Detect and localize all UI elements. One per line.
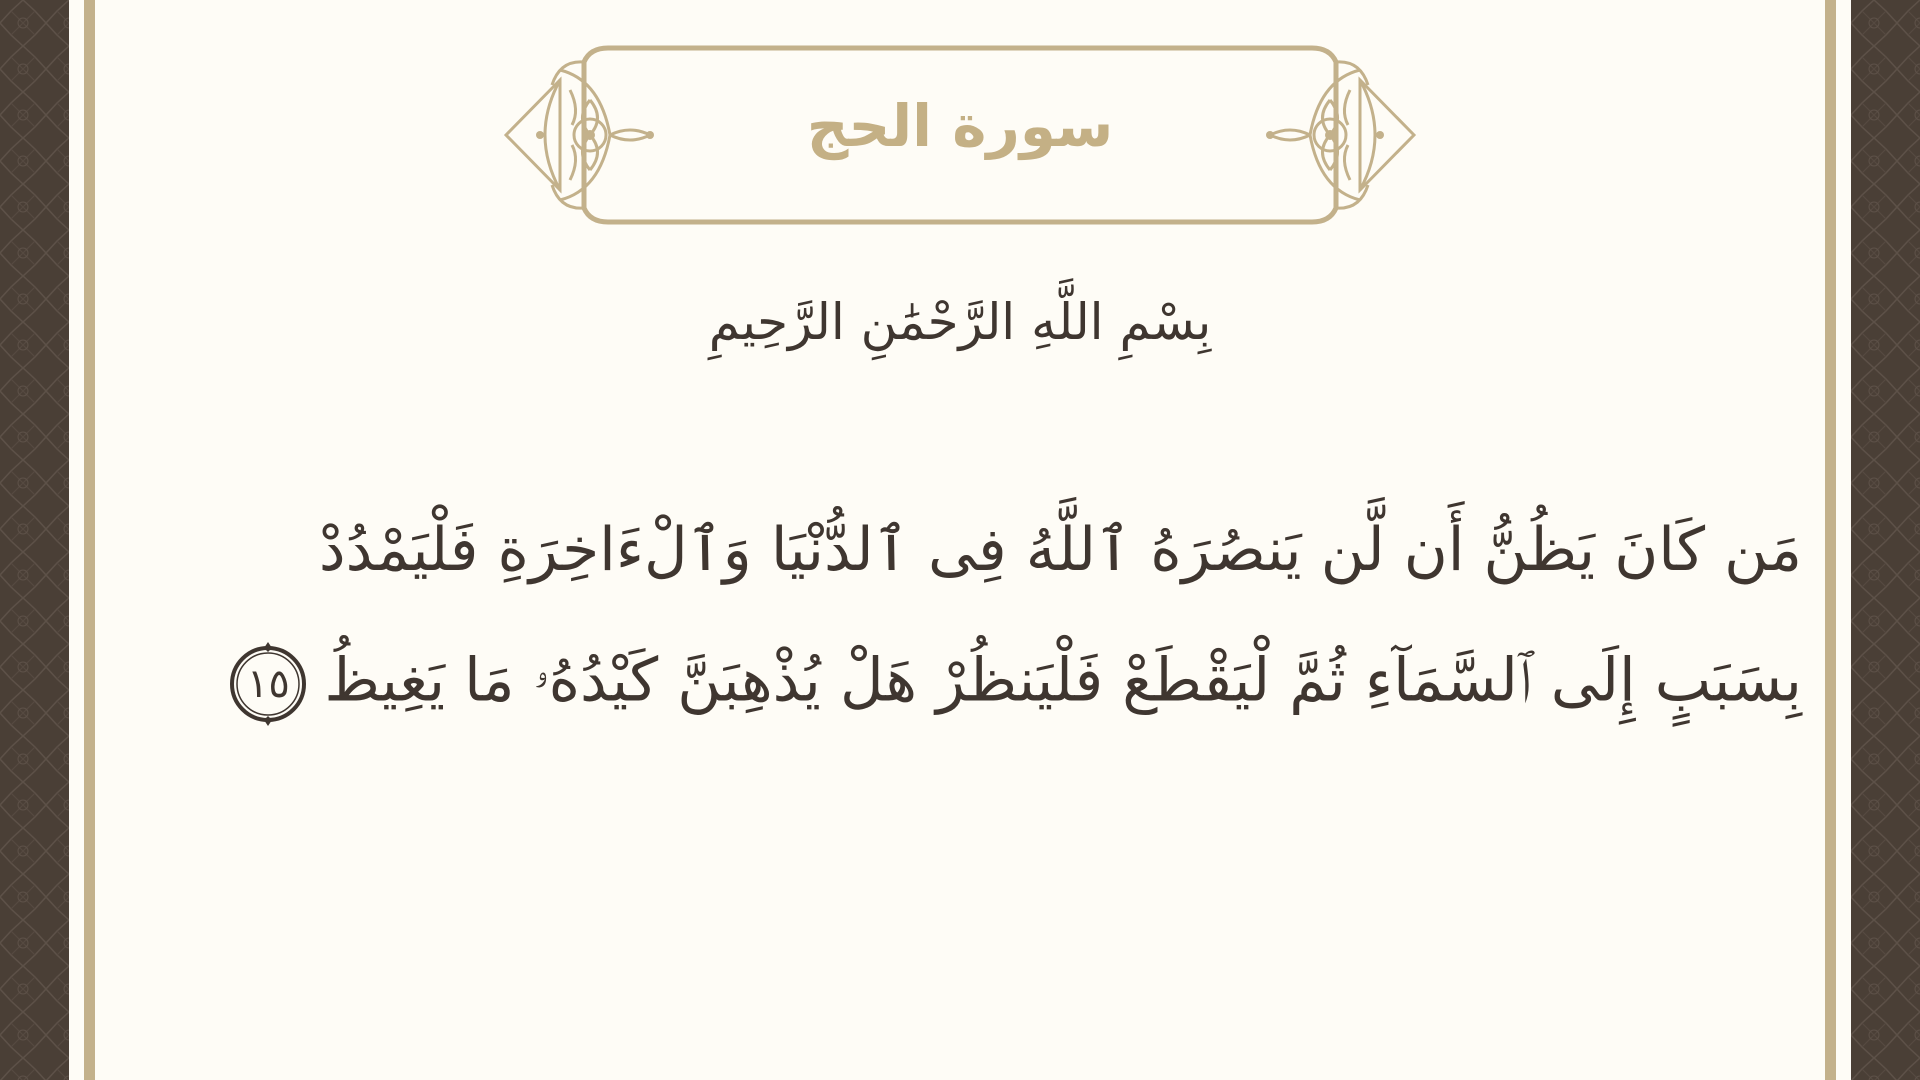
left-gold-rule [84, 0, 95, 1080]
ayah-number: ١٥ [246, 661, 290, 707]
verse-line-2-text: بِسَبَبٍ إِلَى ٱلسَّمَآءِ ثُمَّ لْيَقْطَعْ فَلْيَنظُرْ هَلْ يُذْهِبَنَّ كَيْدُهُۥ مَا يَغِيظُ [324, 645, 1802, 716]
right-gold-rule [1825, 0, 1836, 1080]
surah-title: سورة الحج [806, 92, 1114, 160]
ayah-end-marker [226, 642, 310, 726]
surah-title-frame [500, 40, 1420, 230]
basmala: بِسْمِ اللَّهِ الرَّحْمَٰنِ الرَّحِيمِ [708, 293, 1212, 351]
left-pattern-border [0, 0, 69, 1080]
right-pattern-border [1851, 0, 1920, 1080]
verse-text [202, 515, 1802, 764]
verse-line-1: مَن كَانَ يَظُنُّ أَن لَّن يَنصُرَهُ ٱللَّهُ فِى ٱلدُّنْيَا وَٱلْءَاخِرَةِ فَلْيَمْدُدْ [318, 515, 1802, 585]
verse-line-2 [202, 642, 1802, 764]
